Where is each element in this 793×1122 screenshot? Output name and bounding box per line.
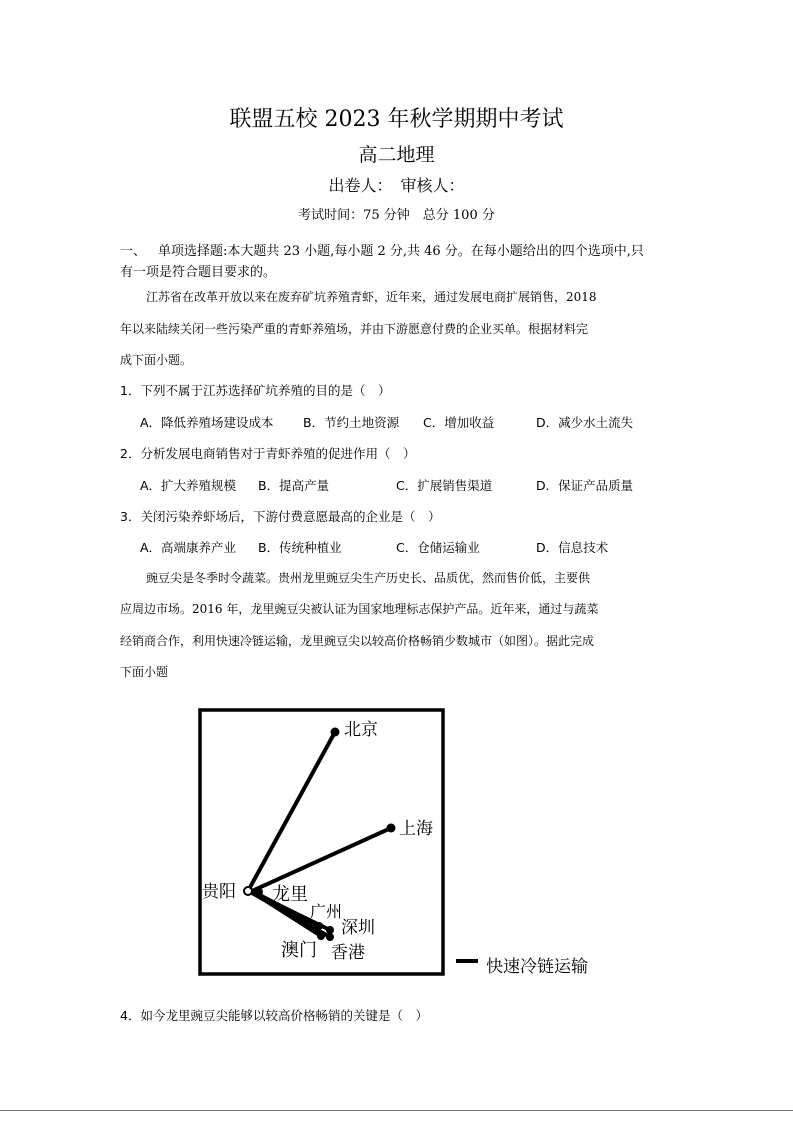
shanghai-dot: [387, 824, 396, 833]
material2-line3: 经销商合作，利用快速冷链运输，龙里豌豆尖以较高价格畅销少数城市（如图）。据此完成: [120, 634, 595, 648]
option-a[interactable]: A．高端康养产业: [140, 540, 237, 555]
guiyang-dot: [244, 887, 252, 895]
question-stem: 1．下列不属于江苏选择矿坑养殖的目的是（ ）: [120, 383, 391, 398]
exam-info: 考试时间：75 分钟 总分 100 分: [298, 208, 495, 223]
hongkong-dot: [326, 933, 334, 941]
section-instruction-line2: 有一项是符合题目要求的。: [120, 265, 277, 280]
material2-line1: 豌豆尖是冬季时令蔬菜。贵州龙里豌豆尖生产历史长、品质优，然而售价低，主要供: [146, 571, 591, 585]
legend-label: 快速冷链运输: [486, 957, 588, 977]
beijing-dot: [331, 728, 340, 737]
option-b[interactable]: B．提高产量: [258, 478, 330, 493]
option-d[interactable]: D．信息技术: [536, 540, 609, 555]
option-c[interactable]: C．扩展销售渠道: [396, 478, 493, 493]
section-instruction-line1: 单项选择题:本大题共 23 小题,每小题 2 分,共 46 分。在每小题给出的四个选项中,只: [158, 244, 644, 259]
longli-dot: [255, 888, 263, 896]
exam-authors: 出卷人： 审核人：: [328, 176, 465, 195]
exam-title: 联盟五校 2023 年秋学期期中考试: [229, 107, 564, 132]
label-beijing: 北京: [344, 720, 378, 740]
label-shenzhen: 深圳: [341, 918, 375, 938]
macau-dot: [317, 932, 325, 940]
material1-line3: 成下面小题。: [120, 353, 193, 367]
exam-subject: 高二地理: [358, 144, 435, 166]
section-number: 一、: [120, 244, 147, 259]
material2-line4: 下面小题: [120, 665, 169, 679]
label-macau: 澳门: [281, 940, 317, 961]
shenzhen-dot: [326, 926, 334, 934]
option-c[interactable]: C．仓储运输业: [396, 540, 480, 555]
option-c[interactable]: C．增加收益: [423, 415, 495, 430]
guangzhou-dot: [315, 922, 323, 930]
question-stem: 2．分析发展电商销售对于青虾养殖的促进作用（ ）: [120, 446, 416, 461]
option-d[interactable]: D．减少水土流失: [536, 415, 634, 430]
option-a[interactable]: A．扩大养殖规模: [140, 478, 237, 493]
option-b[interactable]: B．节约土地资源: [303, 415, 400, 430]
material1-line2: 年以来陆续关闭一些污染严重的青虾养殖场，并由下游愿意付费的企业买单。根据材料完: [120, 322, 589, 336]
route-to-beijing: [248, 732, 335, 891]
route-to-shanghai: [252, 828, 391, 891]
material2-line2: 应周边市场。2016 年，龙里豌豆尖被认证为国家地理标志保护产品。近年来，通过与蔬菜: [120, 602, 599, 616]
label-guiyang: 贵阳: [202, 882, 236, 902]
option-a[interactable]: A．降低养殖场建设成本: [140, 415, 274, 430]
page-bottom-rule: [0, 1110, 793, 1111]
option-b[interactable]: B．传统种植业: [258, 540, 342, 555]
label-hongkong: 香港: [331, 943, 365, 963]
label-shanghai: 上海: [399, 819, 433, 839]
option-d[interactable]: D．保证产品质量: [536, 478, 634, 493]
label-longli: 龙里: [272, 884, 308, 905]
label-guangzhou: 广州: [310, 902, 343, 921]
question-stem: 3．关闭污染养虾场后，下游付费意愿最高的企业是（ ）: [120, 509, 441, 524]
question-stem: 4．如今龙里豌豆尖能够以较高价格畅销的关键是（ ）: [120, 1008, 428, 1023]
material1-line1: 江苏省在改革开放以来在废弃矿坑养殖青虾，近年来，通过发展电商扩展销售，2018: [146, 290, 597, 304]
